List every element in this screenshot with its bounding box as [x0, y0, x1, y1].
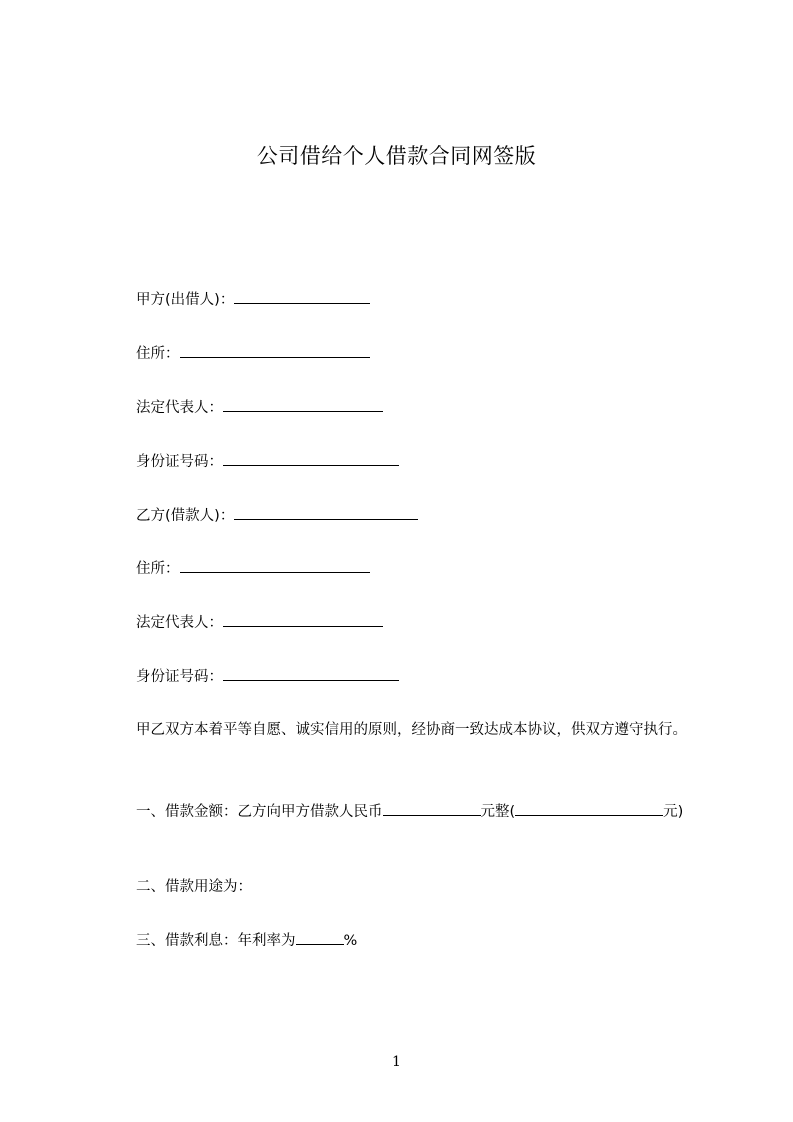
party-b-id-row — [136, 666, 399, 688]
clause-1-suffix: 元) — [663, 804, 684, 820]
clause-3-prefix: 三、借款利息：年利率为 — [136, 933, 296, 949]
clause-1-amount-blank — [383, 801, 481, 816]
page-number: 1 — [392, 1054, 401, 1070]
party-b-representative-label: 法定代表人： — [136, 615, 223, 631]
document-title: 公司借给个人借款合同网签版 — [256, 144, 537, 168]
party-b-representative-blank — [223, 612, 383, 627]
party-b-label: 乙方(借款人)： — [136, 508, 235, 524]
party-b-blank — [234, 505, 418, 520]
party-a-row — [136, 289, 370, 311]
party-a-id-blank — [223, 451, 399, 466]
clause-1-words-blank — [515, 801, 663, 816]
party-b-address-row — [136, 558, 370, 580]
clause-3-rate-blank — [296, 930, 344, 945]
party-b-id-blank — [223, 666, 399, 681]
clause-3-suffix: % — [343, 933, 358, 949]
intro-text: 甲乙双方本着平等自愿、诚实信用的原则，经协商一致达成本协议，供双方遵守执行。 — [136, 722, 687, 738]
party-a-address-blank — [180, 343, 370, 358]
party-b-row — [136, 505, 418, 527]
party-b-address-label: 住所： — [136, 561, 180, 577]
party-a-representative-label: 法定代表人： — [136, 400, 223, 416]
clause-1-middle: 元整( — [480, 804, 516, 820]
clause-1 — [106, 798, 706, 826]
party-b-representative-row — [136, 612, 383, 634]
party-a-blank — [234, 289, 370, 304]
party-a-label: 甲方(出借人)： — [136, 292, 235, 308]
clause-3 — [136, 930, 357, 952]
party-a-address-label: 住所： — [136, 346, 180, 362]
party-b-address-blank — [180, 558, 370, 573]
party-a-id-row — [136, 451, 399, 473]
party-a-id-label: 身份证号码： — [136, 454, 223, 470]
intro-paragraph — [106, 716, 706, 744]
party-b-id-label: 身份证号码： — [136, 669, 223, 685]
clause-2: 二、借款用途为： — [136, 879, 252, 895]
party-a-address-row — [136, 343, 370, 365]
party-a-representative-row — [136, 397, 383, 419]
clause-1-prefix: 一、借款金额：乙方向甲方借款人民币 — [136, 804, 383, 820]
party-a-representative-blank — [223, 397, 383, 412]
